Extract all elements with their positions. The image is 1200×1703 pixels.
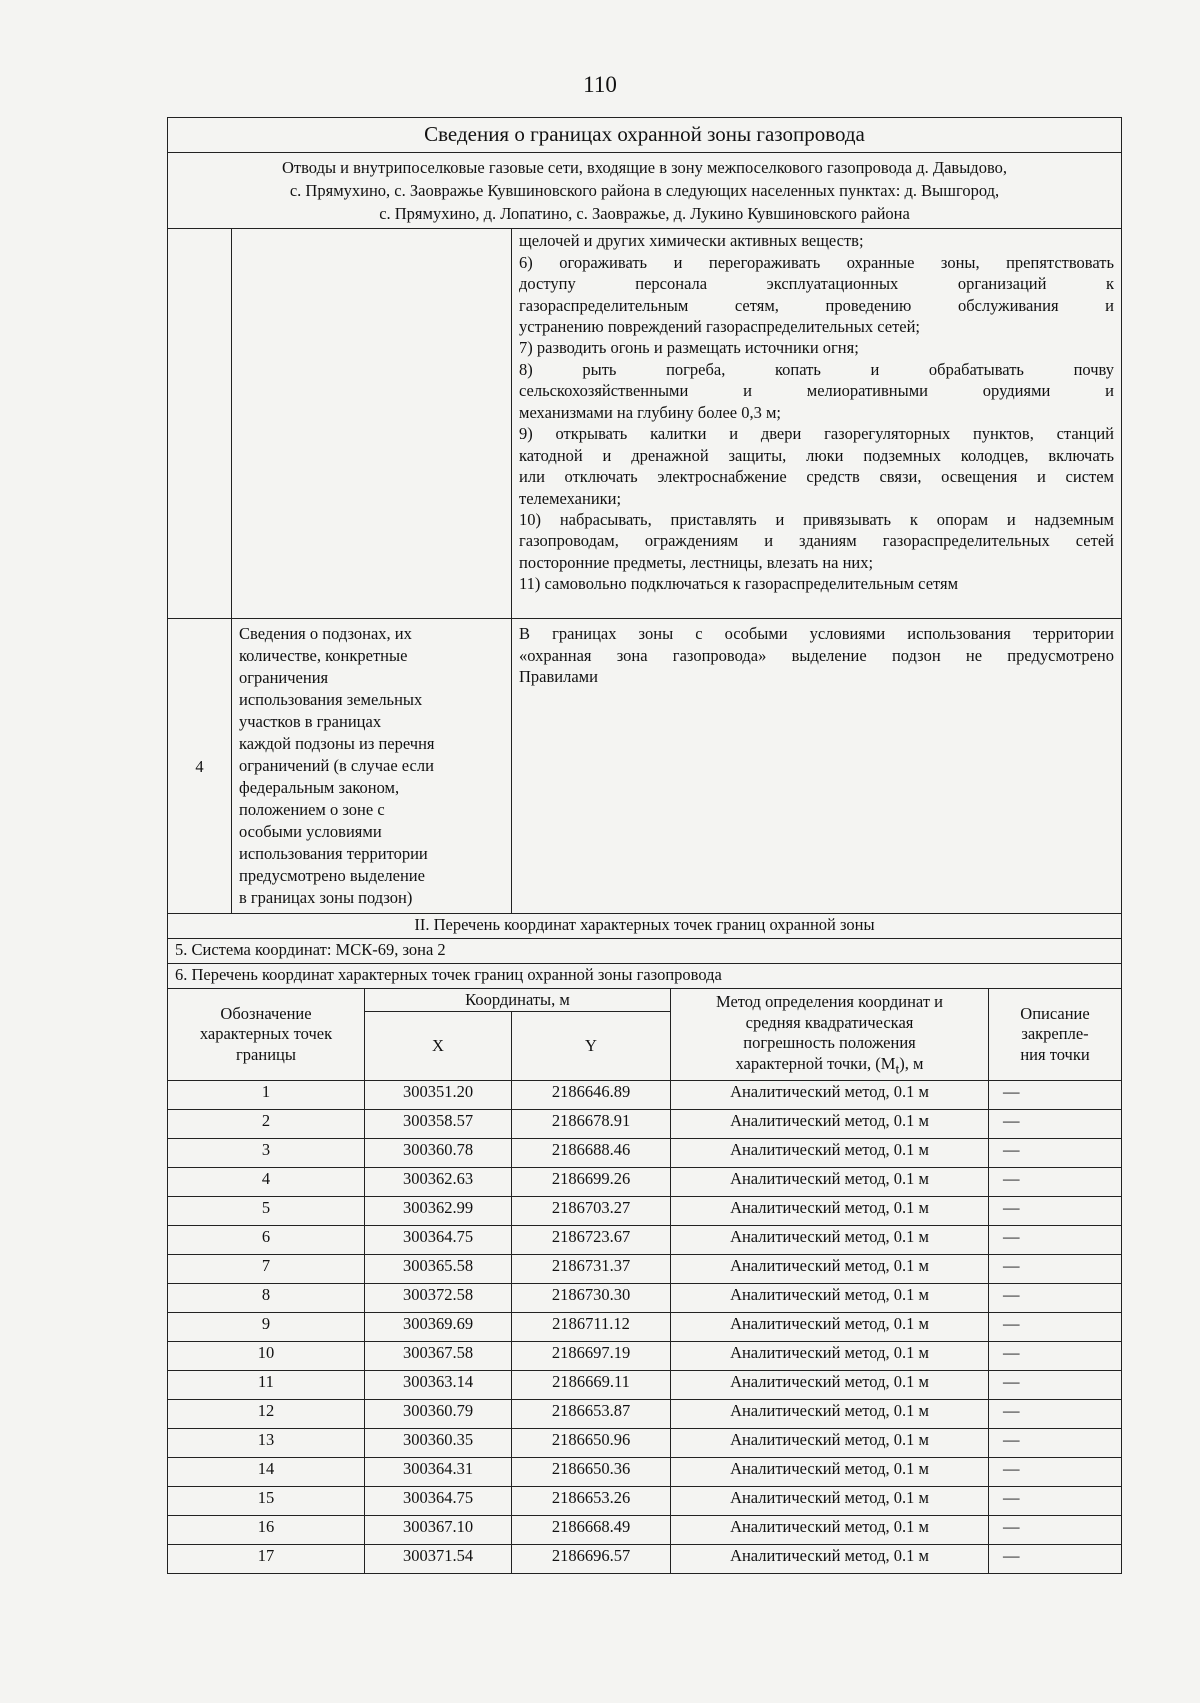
point-number-cell: 17 — [168, 1545, 365, 1574]
table-row — [168, 1284, 1122, 1313]
subtitle-line: с. Прямухино, д. Лопатино, с. Заовражье, д. Лукино Кувшиновского района — [379, 204, 910, 224]
y-coordinate-cell: 2186653.26 — [512, 1487, 671, 1516]
restriction-line: 10) набрасывать, приставлять и привязывать к опорам и надземным — [519, 509, 1114, 529]
header-method-unit: ), м — [899, 1053, 924, 1073]
x-coordinate-cell: 300351.20 — [365, 1081, 512, 1110]
y-coordinate-cell: 2186696.57 — [512, 1545, 671, 1574]
method-cell: Аналитический метод, 0.1 м — [671, 1313, 989, 1342]
restriction-line: 9) открывать калитки и двери газорегуляторных пунктов, станций — [519, 424, 1114, 444]
header-description-line: закрепле- — [1021, 1024, 1089, 1044]
description-cell: — — [989, 1487, 1122, 1516]
x-coordinate-cell: 300360.78 — [365, 1139, 512, 1168]
x-coordinate-cell: 300358.57 — [365, 1110, 512, 1139]
description-cell: — — [989, 1313, 1122, 1342]
restriction-line: сельскохозяйственными и мелиоративными орудиями и — [519, 381, 1114, 401]
header-point-line: Обозначение — [220, 1003, 312, 1023]
subtitle-line: Отводы и внутрипоселковые газовые сети, входящие в зону межпоселкового газопровода д. Давыдово, — [281, 158, 1008, 177]
table-row — [168, 1342, 1122, 1371]
method-cell: Аналитический метод, 0.1 м — [671, 1545, 989, 1574]
x-coordinate-cell: 300360.79 — [365, 1400, 512, 1429]
restriction-line: механизмами на глубину более 0,3 м; — [519, 402, 782, 422]
point-number-cell: 6 — [168, 1226, 365, 1255]
description-cell: — — [989, 1458, 1122, 1487]
y-coordinate-cell: 2186669.11 — [512, 1371, 671, 1400]
description-cell: — — [989, 1197, 1122, 1226]
x-coordinate-cell: 300364.31 — [365, 1458, 512, 1487]
description-cell: — — [989, 1545, 1122, 1574]
subzones-label-line: в границах зоны подзон) — [239, 887, 413, 907]
subzones-label-line: каждой подзоны из перечня — [239, 733, 435, 753]
method-cell: Аналитический метод, 0.1 м — [671, 1255, 989, 1284]
restriction-line: посторонние предметы, лестницы, влезать на них; — [519, 552, 874, 572]
coordinate-rows — [168, 1081, 1122, 1574]
restriction-line: 7) разводить огонь и размещать источники огня; — [519, 338, 859, 358]
header-description — [989, 989, 1122, 1081]
subzones-label-line: Сведения о подзонах, их — [239, 624, 412, 644]
header-coords: Координаты, м — [365, 989, 671, 1012]
document-subtitle — [168, 153, 1122, 229]
restriction-line: устранению повреждений газораспределительных сетей; — [519, 317, 921, 337]
header-point-line: границы — [236, 1045, 296, 1065]
table-row — [168, 1400, 1122, 1429]
header-method — [671, 989, 989, 1081]
method-cell: Аналитический метод, 0.1 м — [671, 1168, 989, 1197]
y-coordinate-cell: 2186711.12 — [512, 1313, 671, 1342]
restriction-line: 6) огораживать и перегораживать охранные зоны, препятствовать — [519, 252, 1114, 272]
subzones-label-line: ограничений (в случае если — [239, 755, 434, 775]
table-row — [168, 1255, 1122, 1284]
document-title: Сведения о границах охранной зоны газопровода — [168, 118, 1122, 153]
point-number-cell: 12 — [168, 1400, 365, 1429]
y-coordinate-cell: 2186697.19 — [512, 1342, 671, 1371]
subzones-label — [232, 619, 512, 914]
section-2-title: II. Перечень координат характерных точек границ охранной зоны — [168, 914, 1122, 939]
y-coordinate-cell: 2186703.27 — [512, 1197, 671, 1226]
coord-list-title: 6. Перечень координат характерных точек границ охранной зоны газопровода — [168, 964, 1122, 989]
method-cell: Аналитический метод, 0.1 м — [671, 1284, 989, 1313]
method-cell: Аналитический метод, 0.1 м — [671, 1197, 989, 1226]
x-coordinate-cell: 300372.58 — [365, 1284, 512, 1313]
point-number-cell: 4 — [168, 1168, 365, 1197]
header-method-line: средняя квадратическая — [745, 1012, 914, 1032]
subzones-label-line: участков в границах — [239, 712, 382, 732]
y-coordinate-cell: 2186688.46 — [512, 1139, 671, 1168]
table-row — [168, 1458, 1122, 1487]
header-method-line: Метод определения координат и — [716, 992, 943, 1012]
table-row — [168, 1545, 1122, 1574]
subzones-label-line: использования территории — [239, 843, 428, 863]
subzones-value-line: «охранная зона газопровода» выделение подзон не предусмотрено — [519, 645, 1114, 665]
restriction-line: газораспределительным сетям, проведению обслуживания и — [519, 295, 1114, 315]
point-number-cell: 5 — [168, 1197, 365, 1226]
point-number-cell: 7 — [168, 1255, 365, 1284]
header-point — [168, 989, 365, 1081]
point-number-cell: 10 — [168, 1342, 365, 1371]
y-coordinate-cell: 2186723.67 — [512, 1226, 671, 1255]
header-point-line: характерных точек — [199, 1024, 333, 1044]
table-row — [168, 1516, 1122, 1545]
point-number-cell: 14 — [168, 1458, 365, 1487]
table-row — [168, 1110, 1122, 1139]
table-row — [168, 1371, 1122, 1400]
method-cell: Аналитический метод, 0.1 м — [671, 1371, 989, 1400]
description-cell: — — [989, 1342, 1122, 1371]
restrictions-text — [512, 229, 1122, 619]
restriction-line: 8) рыть погреба, копать и обрабатывать почву — [519, 359, 1114, 379]
description-cell: — — [989, 1371, 1122, 1400]
x-coordinate-cell: 300364.75 — [365, 1487, 512, 1516]
subzones-label-line: особыми условиями — [239, 821, 382, 841]
description-cell: — — [989, 1255, 1122, 1284]
subzones-value-line: Правилами — [519, 667, 598, 687]
gas-pipeline-zone-table — [167, 117, 1122, 1574]
subzones-label-line: ограничения — [239, 668, 329, 688]
method-cell: Аналитический метод, 0.1 м — [671, 1487, 989, 1516]
x-coordinate-cell: 300360.35 — [365, 1429, 512, 1458]
method-cell: Аналитический метод, 0.1 м — [671, 1400, 989, 1429]
subzones-label-line: положением о зоне с — [239, 799, 385, 819]
restriction-line: газопроводам, ограждениям и зданиям газораспределительных сетей — [519, 531, 1114, 551]
description-cell: — — [989, 1284, 1122, 1313]
table-row — [168, 1429, 1122, 1458]
subzones-number: 4 — [168, 619, 232, 914]
method-cell: Аналитический метод, 0.1 м — [671, 1226, 989, 1255]
header-description-line: ния точки — [1020, 1045, 1090, 1065]
header-method-subscript: t — [895, 1061, 900, 1077]
y-coordinate-cell: 2186650.36 — [512, 1458, 671, 1487]
restriction-line: доступу персонала эксплуатационных организаций к — [519, 274, 1114, 294]
point-number-cell: 15 — [168, 1487, 365, 1516]
description-cell: — — [989, 1168, 1122, 1197]
header-method-line: погрешность положения — [743, 1033, 916, 1053]
description-cell: — — [989, 1429, 1122, 1458]
x-coordinate-cell: 300363.14 — [365, 1371, 512, 1400]
point-number-cell: 16 — [168, 1516, 365, 1545]
method-cell: Аналитический метод, 0.1 м — [671, 1516, 989, 1545]
point-number-cell: 13 — [168, 1429, 365, 1458]
point-number-cell: 8 — [168, 1284, 365, 1313]
header-method-mt: характерной точки, (M — [735, 1053, 896, 1073]
x-coordinate-cell: 300367.10 — [365, 1516, 512, 1545]
subzones-label-line: предусмотрено выделение — [239, 865, 425, 885]
x-coordinate-cell: 300365.58 — [365, 1255, 512, 1284]
y-coordinate-cell: 2186646.89 — [512, 1081, 671, 1110]
y-coordinate-cell: 2186731.37 — [512, 1255, 671, 1284]
subtitle-line: с. Прямухино, с. Заовражье Кувшиновского района в следующих населенных пунктах: д. Вышгород, — [289, 181, 1000, 201]
x-coordinate-cell: 300367.58 — [365, 1342, 512, 1371]
page-number: 110 — [583, 72, 617, 97]
point-number-cell: 3 — [168, 1139, 365, 1168]
point-number-cell: 11 — [168, 1371, 365, 1400]
subzones-label-line: использования земельных — [239, 690, 423, 710]
table-row — [168, 1081, 1122, 1110]
method-cell: Аналитический метод, 0.1 м — [671, 1081, 989, 1110]
description-cell: — — [989, 1516, 1122, 1545]
restriction-line: телемеханики; — [519, 488, 622, 508]
table-row — [168, 1487, 1122, 1516]
x-coordinate-cell: 300362.63 — [365, 1168, 512, 1197]
subzones-label-line: количестве, конкретные — [239, 646, 408, 666]
header-method-line — [678, 1054, 981, 1077]
table-row — [168, 1139, 1122, 1168]
header-y: Y — [512, 1012, 671, 1081]
x-coordinate-cell: 300362.99 — [365, 1197, 512, 1226]
y-coordinate-cell: 2186699.26 — [512, 1168, 671, 1197]
y-coordinate-cell: 2186730.30 — [512, 1284, 671, 1313]
method-cell: Аналитический метод, 0.1 м — [671, 1110, 989, 1139]
header-x: X — [365, 1012, 512, 1081]
subzones-label-line: федеральным законом, — [239, 777, 400, 797]
description-cell: — — [989, 1400, 1122, 1429]
header-description-line: Описание — [1020, 1003, 1090, 1023]
y-coordinate-cell: 2186678.91 — [512, 1110, 671, 1139]
y-coordinate-cell: 2186668.49 — [512, 1516, 671, 1545]
restriction-line: щелочей и других химически активных веществ; — [519, 231, 864, 251]
coord-system: 5. Система координат: МСК-69, зона 2 — [168, 939, 1122, 964]
restrictions-number-cell — [168, 229, 232, 619]
table-row — [168, 1313, 1122, 1342]
restriction-line: 11) самовольно подключаться к газораспределительным сетям — [519, 574, 959, 594]
restriction-line: катодной и дренажной защиты, люки подземных колодцев, включать — [519, 445, 1114, 465]
restriction-line: или отключать электроснабжение средств связи, освещения и систем — [519, 467, 1114, 487]
method-cell: Аналитический метод, 0.1 м — [671, 1139, 989, 1168]
description-cell: — — [989, 1081, 1122, 1110]
table-row — [168, 1168, 1122, 1197]
x-coordinate-cell: 300364.75 — [365, 1226, 512, 1255]
point-number-cell: 2 — [168, 1110, 365, 1139]
method-cell: Аналитический метод, 0.1 м — [671, 1458, 989, 1487]
description-cell: — — [989, 1110, 1122, 1139]
table-row — [168, 1197, 1122, 1226]
table-row — [168, 1226, 1122, 1255]
point-number-cell: 1 — [168, 1081, 365, 1110]
x-coordinate-cell: 300369.69 — [365, 1313, 512, 1342]
x-coordinate-cell: 300371.54 — [365, 1545, 512, 1574]
restrictions-label-cell — [232, 229, 512, 619]
description-cell: — — [989, 1226, 1122, 1255]
method-cell: Аналитический метод, 0.1 м — [671, 1342, 989, 1371]
subzones-value-line: В границах зоны с особыми условиями использования территории — [519, 624, 1114, 644]
description-cell: — — [989, 1139, 1122, 1168]
method-cell: Аналитический метод, 0.1 м — [671, 1429, 989, 1458]
point-number-cell: 9 — [168, 1313, 365, 1342]
y-coordinate-cell: 2186653.87 — [512, 1400, 671, 1429]
y-coordinate-cell: 2186650.96 — [512, 1429, 671, 1458]
subzones-value — [512, 619, 1122, 914]
